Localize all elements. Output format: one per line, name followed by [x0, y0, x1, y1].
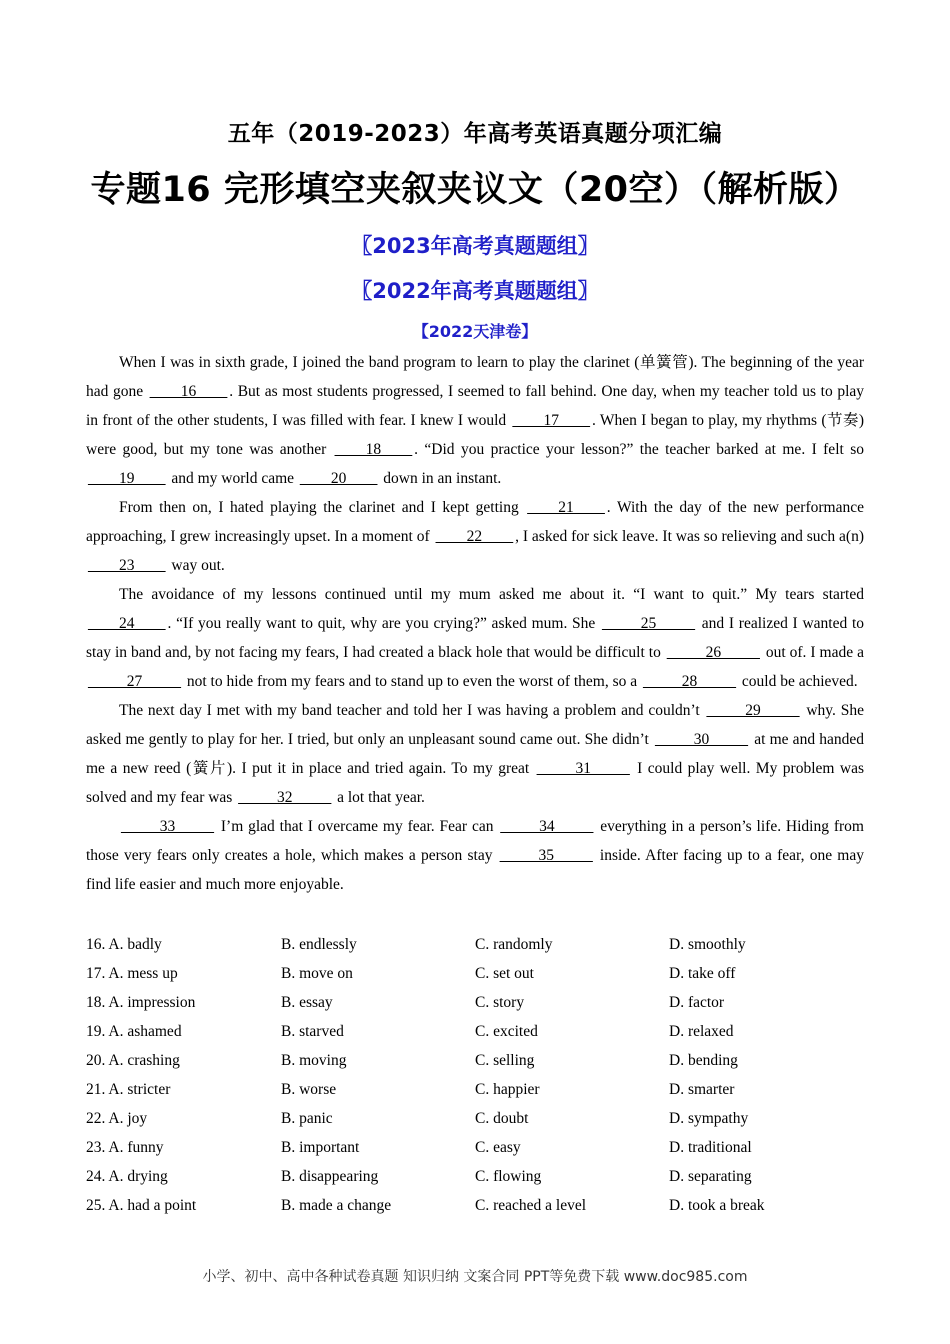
option-choice: D. bending — [669, 1052, 738, 1069]
option-choice: C. flowing — [475, 1168, 542, 1185]
option-choice: C. selling — [475, 1052, 535, 1069]
option-choice: B. starved — [281, 1023, 344, 1040]
passage-paragraph — [86, 493, 864, 580]
option-choice: C. easy — [475, 1139, 521, 1156]
option-row — [86, 1162, 876, 1191]
option-choice: D. relaxed — [669, 1023, 734, 1040]
cloze-blank: ____17____ — [512, 412, 590, 429]
passage-text: a lot that year. — [333, 789, 425, 806]
option-choice: B. endlessly — [281, 936, 357, 953]
cloze-blank: _____31_____ — [536, 760, 630, 777]
option-choice: C. set out — [475, 965, 534, 982]
option-choice: 22. A. joy — [86, 1110, 148, 1127]
option-row — [86, 959, 876, 988]
cloze-blank: ____18____ — [334, 441, 413, 458]
passage-text: I’m glad that I overcame my fear. Fear can — [216, 818, 499, 835]
option-choice: 19. A. ashamed — [86, 1023, 182, 1040]
passage-text: out of. I made a — [761, 644, 864, 661]
passage-text: everything in a person’s life. Hiding from those very fears only creates a hole, which makes a person stay — [86, 818, 864, 864]
passage-text: When I was in sixth grade, I joined the band program to learn to play the clarinet (单簧管). The beginning of the year had gone — [86, 354, 864, 400]
option-row — [86, 1133, 876, 1162]
cloze-blank: _____33_____ — [121, 818, 214, 835]
option-choice: C. happier — [475, 1081, 540, 1098]
cloze-blank: _____25_____ — [602, 615, 696, 632]
option-choice: D. smoothly — [669, 936, 746, 953]
option-choice: 23. A. funny — [86, 1139, 164, 1156]
option-row — [86, 988, 876, 1017]
option-choice: D. traditional — [669, 1139, 752, 1156]
answer-options — [86, 930, 876, 1220]
cloze-blank: _____34_____ — [500, 818, 594, 835]
cloze-blank: ____24____ — [88, 615, 166, 632]
option-choice: D. take off — [669, 965, 736, 982]
passage-text: The next day I met with my band teacher and told her I was having a problem and couldn’t — [119, 702, 705, 719]
cloze-blank: _____26_____ — [666, 644, 760, 661]
passage-text: way out. — [167, 557, 225, 574]
option-choice: C. excited — [475, 1023, 538, 1040]
page-footer: 小学、初中、高中各种试卷真题 知识归纳 文案合同 PPT等免费下载 www.doc985.com — [202, 1269, 748, 1285]
option-choice: B. important — [281, 1139, 360, 1156]
passage-paragraph — [86, 696, 864, 812]
option-choice: B. worse — [281, 1081, 337, 1098]
option-choice: C. reached a level — [475, 1197, 587, 1214]
passage-text: and my world came — [167, 470, 298, 487]
document-title: 五年（2019-2023）年高考英语真题分项汇编 — [227, 121, 723, 147]
cloze-blank: ____19____ — [88, 470, 166, 487]
option-choice: 17. A. mess up — [86, 965, 178, 982]
cloze-passage — [86, 348, 864, 899]
document-subtitle: 专题16 完形填空夹叙夹议文（20空）（解析版） — [90, 170, 860, 210]
cloze-blank: ____22____ — [435, 528, 514, 545]
section-heading-2023: 〖2023年高考真题题组〗 — [351, 234, 599, 258]
option-choice: D. factor — [669, 994, 725, 1011]
passage-text: From then on, I hated playing the clarinet and I kept getting — [119, 499, 526, 516]
cloze-blank: _____27_____ — [88, 673, 181, 690]
passage-text: not to hide from my fears and to stand up to even the worst of them, so a — [183, 673, 642, 690]
cloze-blank: _____28_____ — [643, 673, 737, 690]
passage-text: could be achieved. — [738, 673, 858, 690]
passage-text: . “If you really want to quit, why are you crying?” asked mum. She — [167, 615, 601, 632]
option-choice: B. moving — [281, 1052, 347, 1069]
option-choice: B. essay — [281, 994, 333, 1011]
cloze-blank: ____23____ — [88, 557, 166, 574]
option-row — [86, 1017, 876, 1046]
passage-text: . “Did you practice your lesson?” the teacher barked at me. I felt so — [414, 441, 864, 458]
option-choice: D. smarter — [669, 1081, 735, 1098]
cloze-blank: _____35_____ — [499, 847, 593, 864]
passage-paragraph — [86, 812, 864, 899]
option-choice: B. made a change — [281, 1197, 392, 1214]
option-row — [86, 930, 876, 959]
option-choice: B. disappearing — [281, 1168, 379, 1185]
passage-text: , I asked for sick leave. It was so relieving and such a(n) — [515, 528, 864, 545]
cloze-blank: _____32_____ — [238, 789, 332, 806]
option-choice: B. panic — [281, 1110, 333, 1127]
option-choice: 16. A. badly — [86, 936, 162, 953]
cloze-blank: _____30_____ — [655, 731, 749, 748]
option-choice: 20. A. crashing — [86, 1052, 180, 1069]
passage-text: I could play well. My problem was solved and my fear was — [86, 760, 864, 806]
passage-text: The avoidance of my lessons continued until my mum asked me about it. “I want to quit.” My tears started — [119, 586, 864, 603]
passage-text: and I realized I wanted to stay in band and, by not facing my fears, I had created a black hole that would be difficult to — [86, 615, 865, 661]
section-heading-2022: 〖2022年高考真题题组〗 — [351, 279, 599, 303]
passage-text: . But as most students progressed, I seemed to fall behind. One day, when my teacher told us to play in front of the other students, I was filled with fear. I knew I would — [86, 383, 865, 429]
option-choice: 24. A. drying — [86, 1168, 168, 1185]
option-choice: B. move on — [281, 965, 353, 982]
cloze-blank: _____29_____ — [706, 702, 800, 719]
cloze-blank: ____16____ — [149, 383, 228, 400]
option-choice: 18. A. impression — [86, 994, 196, 1011]
option-row — [86, 1104, 876, 1133]
option-choice: D. separating — [669, 1168, 752, 1185]
paper-label: 【2022天津卷】 — [412, 322, 538, 341]
passage-paragraph — [86, 348, 864, 493]
passage-text: why. She asked me gently to play for her. I tried, but only an unpleasant sound came out. She didn’t — [86, 702, 864, 748]
option-choice: C. doubt — [475, 1110, 529, 1127]
option-choice: 21. A. stricter — [86, 1081, 171, 1098]
passage-text: . With the day of the new performance approaching, I grew increasingly upset. In a moment of — [86, 499, 864, 545]
cloze-blank: ____21____ — [527, 499, 605, 516]
option-choice: C. story — [475, 994, 525, 1011]
cloze-blank: ____20____ — [299, 470, 378, 487]
option-choice: C. randomly — [475, 936, 553, 953]
option-row — [86, 1191, 876, 1220]
passage-text: down in an instant. — [379, 470, 502, 487]
passage-text: at me and handed me a new reed (簧片). I put it in place and tried again. To my great — [86, 731, 865, 777]
passage-text: . When I began to play, my rhythms (节奏) were good, but my tone was another — [86, 412, 864, 458]
passage-text: inside. After facing up to a fear, one may find life easier and much more enjoyable. — [86, 847, 864, 893]
option-choice: D. took a break — [669, 1197, 765, 1214]
option-row — [86, 1046, 876, 1075]
option-choice: 25. A. had a point — [86, 1197, 197, 1214]
option-row — [86, 1075, 876, 1104]
option-choice: D. sympathy — [669, 1110, 749, 1127]
passage-paragraph — [86, 580, 864, 696]
